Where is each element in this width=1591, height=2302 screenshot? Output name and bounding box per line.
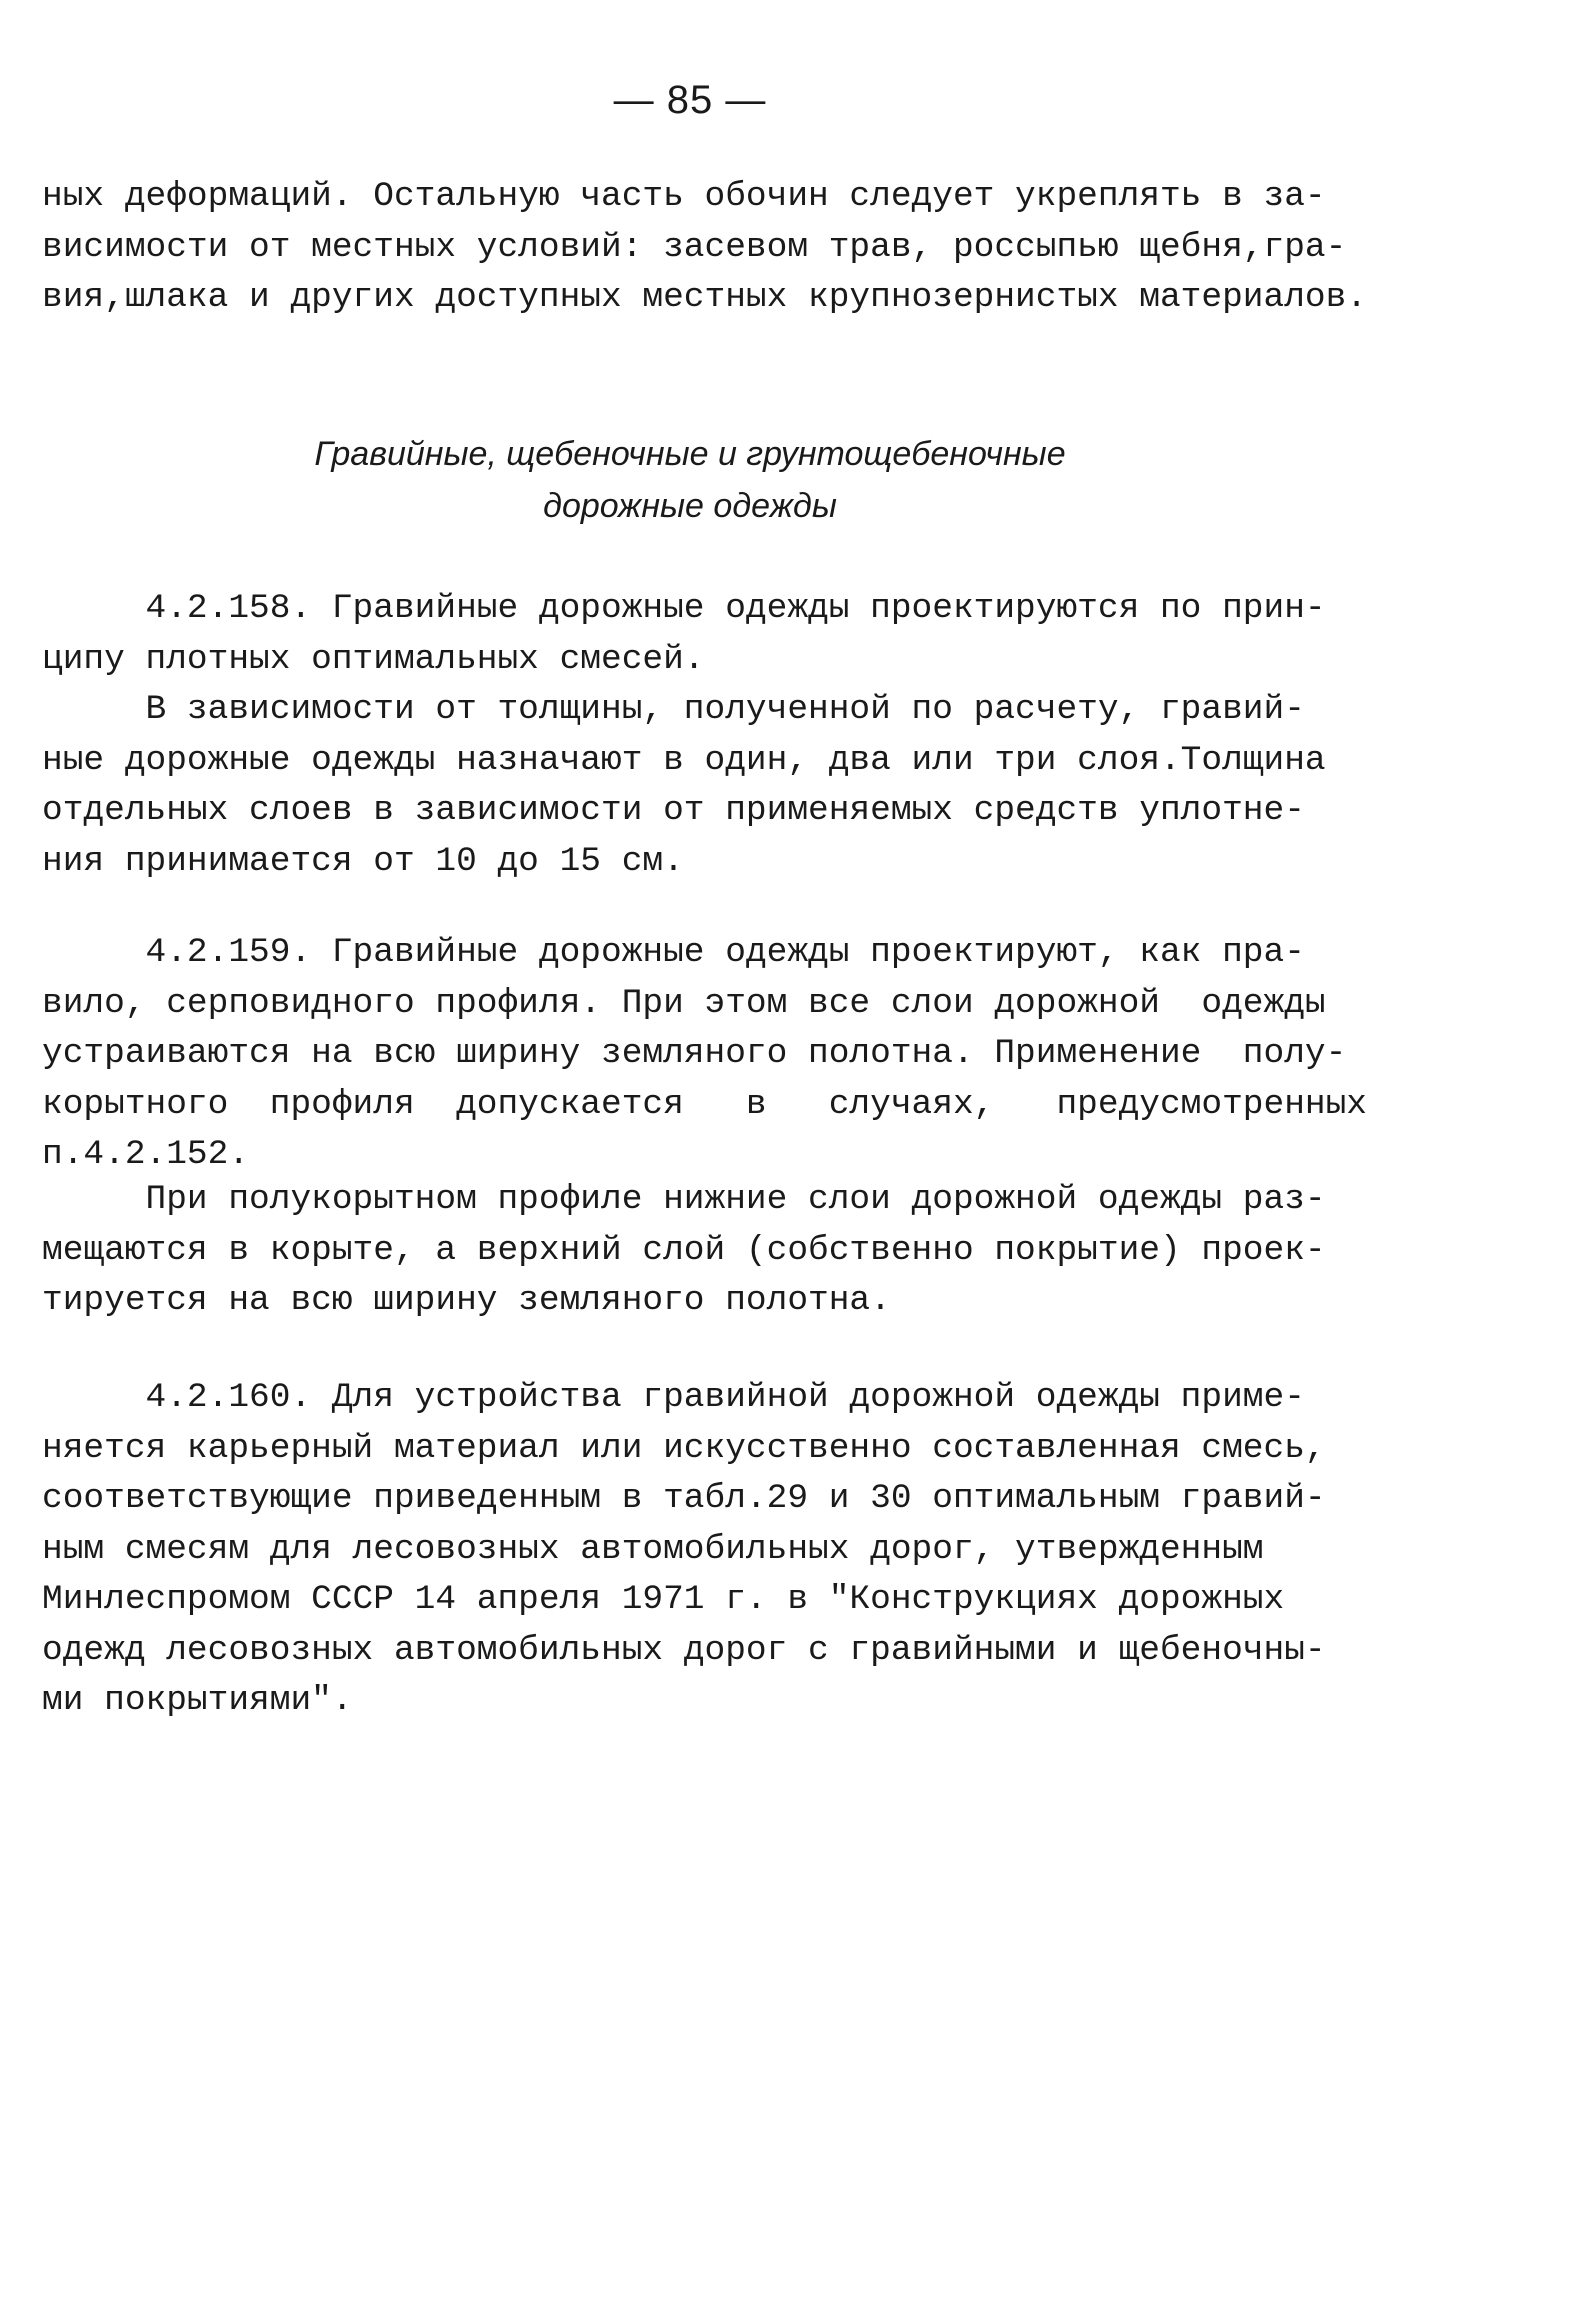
text-line: ные дорожные одежды назначают в один, два или три слоя.Толщина [42, 740, 1326, 780]
paragraph-4-2-160 [42, 1373, 1382, 1727]
text-line: ния принимается от 10 до 15 см. [42, 841, 684, 881]
text-line: п.4.2.152. [42, 1135, 250, 1174]
text-line: корытного профиля допускается в случаях, предусмотренных [42, 1084, 1368, 1124]
text-line: 4.2.159. Гравийные дорожные одежды проектируют, как пра- [42, 933, 1305, 972]
paragraph-4-2-159 [42, 928, 1382, 1181]
text-line: соответствующие приведенным в табл.29 и 30 оптимальным гравий- [42, 1479, 1326, 1518]
text-line: 4.2.160. Для устройства гравийной дорожной одежды приме- [42, 1378, 1305, 1417]
text-line: няется карьерный материал или искусственно составленная смесь, [42, 1428, 1326, 1468]
text-line: вия,шлака и других доступных местных крупнозернистых материалов. [42, 278, 1368, 317]
text-line: мещаются в корыте, а верхний слой (собственно покрытие) проек- [42, 1230, 1326, 1270]
text-line: При полукорытном профиле нижние слои дорожной одежды раз- [42, 1180, 1326, 1219]
text-line: ным смесям для лесовозных автомобильных дорог, утвержденным [42, 1529, 1264, 1569]
text-line: отдельных слоев в зависимости от применяемых средств уплотне- [42, 791, 1305, 830]
paragraph-semi-trough [42, 1175, 1382, 1327]
text-line: висимости от местных условий: засевом трав, россыпью щебня,гра- [42, 227, 1347, 267]
text-line: 4.2.158. Гравийные дорожные одежды проектируются по прин- [42, 589, 1326, 628]
text-line: ципу плотных оптимальных смесей. [42, 639, 705, 679]
text-line: ми покрытиями". [42, 1681, 353, 1720]
heading-line: дорожные одежды [543, 487, 837, 525]
text-line: устраиваются на всю ширину земляного полотна. Применение полу- [42, 1034, 1347, 1073]
text-line: В зависимости от толщины, полученной по расчету, гравий- [42, 690, 1305, 729]
paragraph-4-2-158 [42, 584, 1382, 685]
paragraph-thickness [42, 685, 1382, 887]
text-line: ных деформаций. Остальную часть обочин следует укреплять в за- [42, 177, 1326, 216]
section-heading [0, 428, 1380, 532]
text-line: тируется на всю ширину земляного полотна. [42, 1281, 891, 1320]
page-number: — 85 — [613, 78, 767, 122]
text-line: одежд лесовозных автомобильных дорог с гравийными и щебеночны- [42, 1630, 1326, 1670]
text-line: вило, серповидного профиля. При этом все слои дорожной одежды [42, 983, 1326, 1023]
heading-line: Гравийные, щебеночные и грунтощебеночные [314, 435, 1066, 473]
text-line: Минлеспромом СССР 14 апреля 1971 г. в "Конструкциях дорожных [42, 1580, 1285, 1619]
intro-paragraph [42, 172, 1382, 324]
